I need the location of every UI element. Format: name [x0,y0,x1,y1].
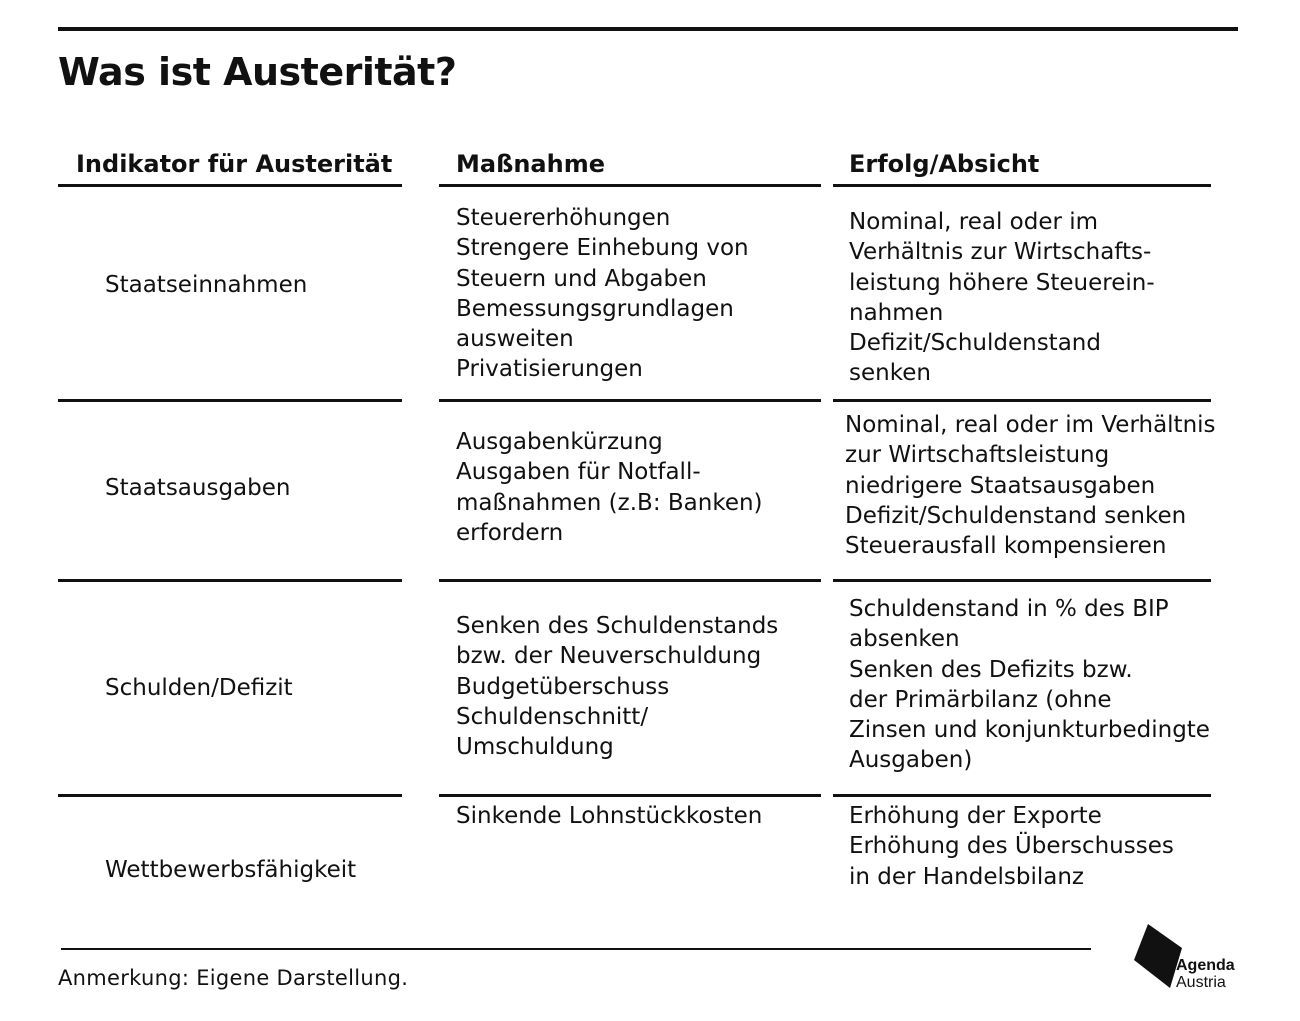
outcome-line: niedrigere Staatsausgaben [845,472,1156,499]
measure-line: Steuererhöhungen [456,205,671,231]
column-header-indicator: Indikator für Austerität [76,150,393,178]
row-rule-2-indicator [58,579,402,582]
row-measures-staatsausgaben [456,427,763,548]
outcome-line: zur Wirtschaftsleistung [845,442,1110,469]
outcome-line: Defizit/Schuldenstand senken [845,502,1187,529]
top-rule [58,27,1238,31]
outcome-line: Zinsen und konjunkturbedingte [849,717,1210,744]
row-indicator-wettbewerbsfaehigkeit: Wettbewerbsfähigkeit [105,857,357,883]
measure-line: maßnahmen (z.B: Banken) [456,489,763,516]
row-rule-2-outcome [833,579,1211,582]
measure-line: bzw. der Neuverschuldung [456,643,762,670]
footnote: Anmerkung: Eigene Darstellung. [58,966,409,990]
outcome-line: Steuerausfall kompensieren [845,533,1167,560]
row-rule-1-indicator [58,399,402,402]
outcome-line: Defizit/Schuldenstand [849,330,1101,357]
row-measures-schulden-defizit [456,611,778,762]
outcome-line: senken [849,360,931,387]
row-indicator-staatseinnahmen: Staatseinnahmen [105,272,308,298]
measure-line: erfordern [456,519,564,546]
row-outcomes-staatseinnahmen [849,207,1155,389]
row-rule-2-measure [439,579,821,582]
row-indicator-staatsausgaben: Staatsausgaben [105,475,291,501]
outcome-line: Schuldenstand in % des BIP [849,596,1169,622]
header-rule-indicator [58,184,402,187]
header-rule-outcome [833,184,1211,187]
logo-line-2: Austria [1176,974,1226,991]
outcome-line: in der Handelsbilanz [849,863,1085,890]
logo-line-1: Agenda [1176,957,1235,974]
measure-line: Senken des Schuldenstands [456,613,779,639]
outcome-line: absenken [849,626,960,653]
row-indicator-schulden-defizit: Schulden/Defizit [105,675,293,701]
row-rule-1-outcome [833,399,1211,402]
column-header-outcome: Erfolg/Absicht [849,150,1040,178]
outcome-line: Verhältnis zur Wirtschafts- [849,239,1152,266]
outcome-line: der Primärbilanz (ohne [849,686,1112,713]
measure-line: Umschuldung [456,734,614,761]
row-outcomes-wettbewerbsfaehigkeit [849,801,1174,892]
outcome-line: nahmen [849,299,944,326]
outcome-line: Nominal, real oder im [849,209,1099,235]
measure-line: Ausgaben für Notfall- [456,459,701,486]
measure-line: Schuldenschnitt/ [456,703,649,730]
agenda-austria-logo [1134,922,1244,992]
row-measures-wettbewerbsfaehigkeit [456,801,762,831]
row-outcomes-schulden-defizit [849,594,1210,776]
outcome-line: Erhöhung der Exporte [849,803,1102,829]
outcome-line: Ausgaben) [849,747,973,774]
row-rule-3-measure [439,794,821,797]
measure-line: Budgetüberschuss [456,673,670,700]
row-rule-1-measure [439,399,821,402]
outcome-line: leistung höhere Steuerein- [849,269,1155,296]
outcome-line: Nominal, real oder im Verhältnis [845,412,1216,438]
measure-line: ausweiten [456,326,574,353]
page-title: Was ist Austerität? [58,50,457,94]
row-rule-3-indicator [58,794,402,797]
measure-line: Sinkende Lohnstückkosten [456,803,763,829]
outcome-line: Erhöhung des Überschusses [849,833,1174,860]
row-measures-staatseinnahmen [456,203,749,385]
measure-line: Privatisierungen [456,356,643,383]
measure-line: Ausgabenkürzung [456,429,663,455]
bottom-rule [61,948,1091,950]
row-outcomes-staatsausgaben [845,410,1216,561]
measure-line: Steuern und Abgaben [456,265,707,292]
column-header-measure: Maßnahme [456,150,605,178]
header-rule-measure [439,184,821,187]
measure-line: Bemessungsgrundlagen [456,295,734,322]
outcome-line: Senken des Defizits bzw. [849,656,1133,683]
row-rule-3-outcome [833,794,1211,797]
measure-line: Strengere Einhebung von [456,235,749,262]
logo-text [1176,957,1235,991]
